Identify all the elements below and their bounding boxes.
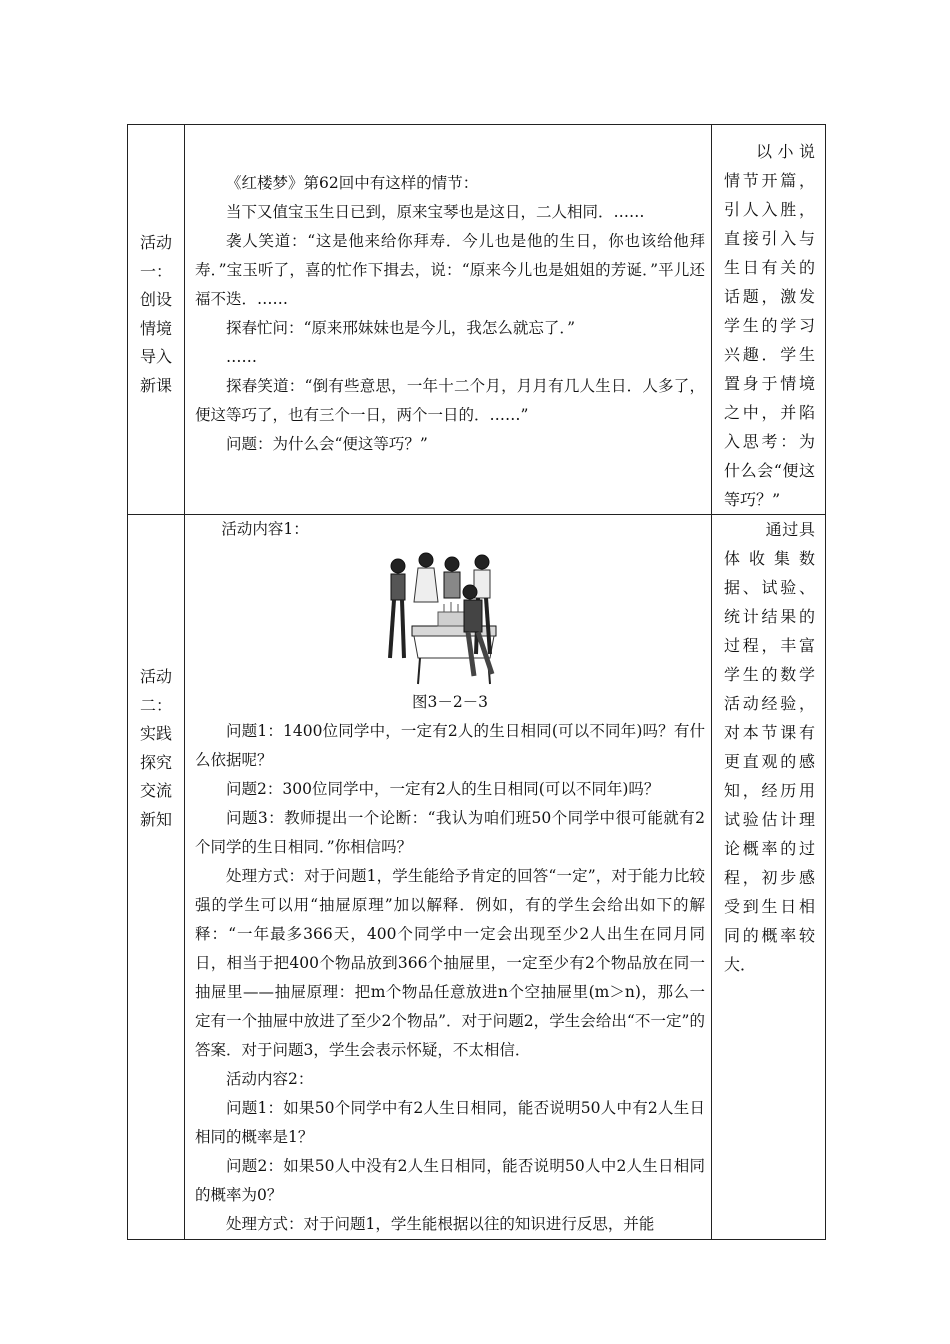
birthday-children-illustration (378, 548, 523, 688)
activity2-note-cell (712, 515, 826, 1240)
label-line: 活动 (139, 667, 172, 686)
lesson-plan-table (127, 124, 826, 1240)
paragraph: 《红楼梦》第62回中有这样的情节： (226, 174, 479, 192)
label-line: 导入 (139, 347, 172, 366)
activity1-content-cell (185, 125, 712, 515)
activity1-label (128, 125, 184, 400)
paragraph: 问题2：300位同学中，一定有2人的生日相同(可以不同年)吗？ (226, 780, 660, 798)
label-line: 情境 (139, 318, 172, 338)
activity2-content-cell (185, 515, 712, 1240)
table-row-activity1 (128, 125, 826, 515)
activity-heading: 活动内容2： (226, 1070, 314, 1088)
paragraph: 问题：为什么会“便这等巧？” (226, 435, 428, 453)
table-row-activity2 (128, 515, 826, 1240)
activity2-label (128, 515, 184, 834)
paragraph: …… (226, 348, 257, 366)
label-line: 二： (139, 695, 172, 715)
label-line: 探究 (139, 752, 172, 772)
label-line: 新课 (139, 375, 172, 395)
paragraph: 问题1：1400位同学中，一定有2人的生日相同(可以不同年)吗？有什么依据呢？ (195, 722, 705, 769)
activity1-label-cell (128, 125, 185, 515)
activity1-content (185, 125, 711, 459)
activity1-note: 以小说情节开篇，引人入胜，直接引入与生日有关的话题，激发学生的学习兴趣．学生置身于情境之中，并陷入思考：为什么会“便这等巧？” (724, 142, 815, 509)
paragraph: 探春笑道：“倒有些意思，一年十二个月，月月有几人生日．人多了，便这等巧了，也有三个一日，两个一日的．……” (195, 377, 705, 424)
label-line: 活动 (139, 233, 172, 252)
figure-caption: 图3－2－3 (411, 693, 489, 711)
label-line: 新知 (139, 809, 172, 829)
activity2-content (185, 515, 711, 1239)
paragraph: 问题2：如果50人中没有2人生日相同，能否说明50人中2人生日相同的概率为0？ (195, 1157, 705, 1204)
activity-heading: 活动内容1： (221, 520, 309, 538)
paragraph: 处理方式：对于问题1，学生能根据以往的知识进行反思，并能 (226, 1215, 655, 1233)
activity2-note: 通过具体收集数据、试验、统计结果的过程，丰富学生的数学活动经验，对本节课有更直观的感知，经历用试验估计理论概率的过程，初步感受到生日相同的概率较大． (724, 520, 815, 974)
label-line: 一： (139, 261, 172, 281)
paragraph: 问题1：如果50个同学中有2人生日相同，能否说明50人中有2人生日相同的概率是1？ (195, 1099, 705, 1146)
label-line: 交流 (139, 781, 172, 800)
activity1-note-cell (712, 125, 826, 515)
paragraph: 处理方式：对于问题1，学生能给予肯定的回答“一定”，对于能力比较强的学生可以用“抽屉原理”加以解释．例如，有的学生会给出如下的解释：“一年最多366天，400个同学中一定会出现至少2人出生在同月同日，相当于把400个物品放到366个抽屉里，一定至少有2个物品放在同一抽屉里——抽屉原理：把m个物品任意放进n个空抽屉里(m＞n)，那么一定有一个抽屉中放进了至少2个物品”．对于问题2，学生会给出“不一定”的答案．对于问题3，学生会表示怀疑，不太相信． (195, 867, 705, 1059)
label-line: 创设 (139, 290, 172, 309)
label-line: 实践 (139, 724, 172, 743)
activity2-label-cell (128, 515, 185, 1240)
paragraph: 问题3：教师提出一个论断：“我认为咱们班50个同学中很可能就有2个同学的生日相同．”你相信吗？ (195, 809, 705, 856)
paragraph: 探春忙问：“原来邢妹妹也是今儿，我怎么就忘了．” (226, 319, 576, 337)
paragraph: 当下又值宝玉生日已到，原来宝琴也是这日，二人相同．…… (226, 203, 645, 221)
paragraph: 袭人笑道：“这是他来给你拜寿．今儿也是他的生日，你也该给他拜寿．”宝玉听了，喜的忙作下揖去，说：“原来今儿也是姐姐的芳诞．”平儿还福不迭．…… (195, 232, 705, 308)
